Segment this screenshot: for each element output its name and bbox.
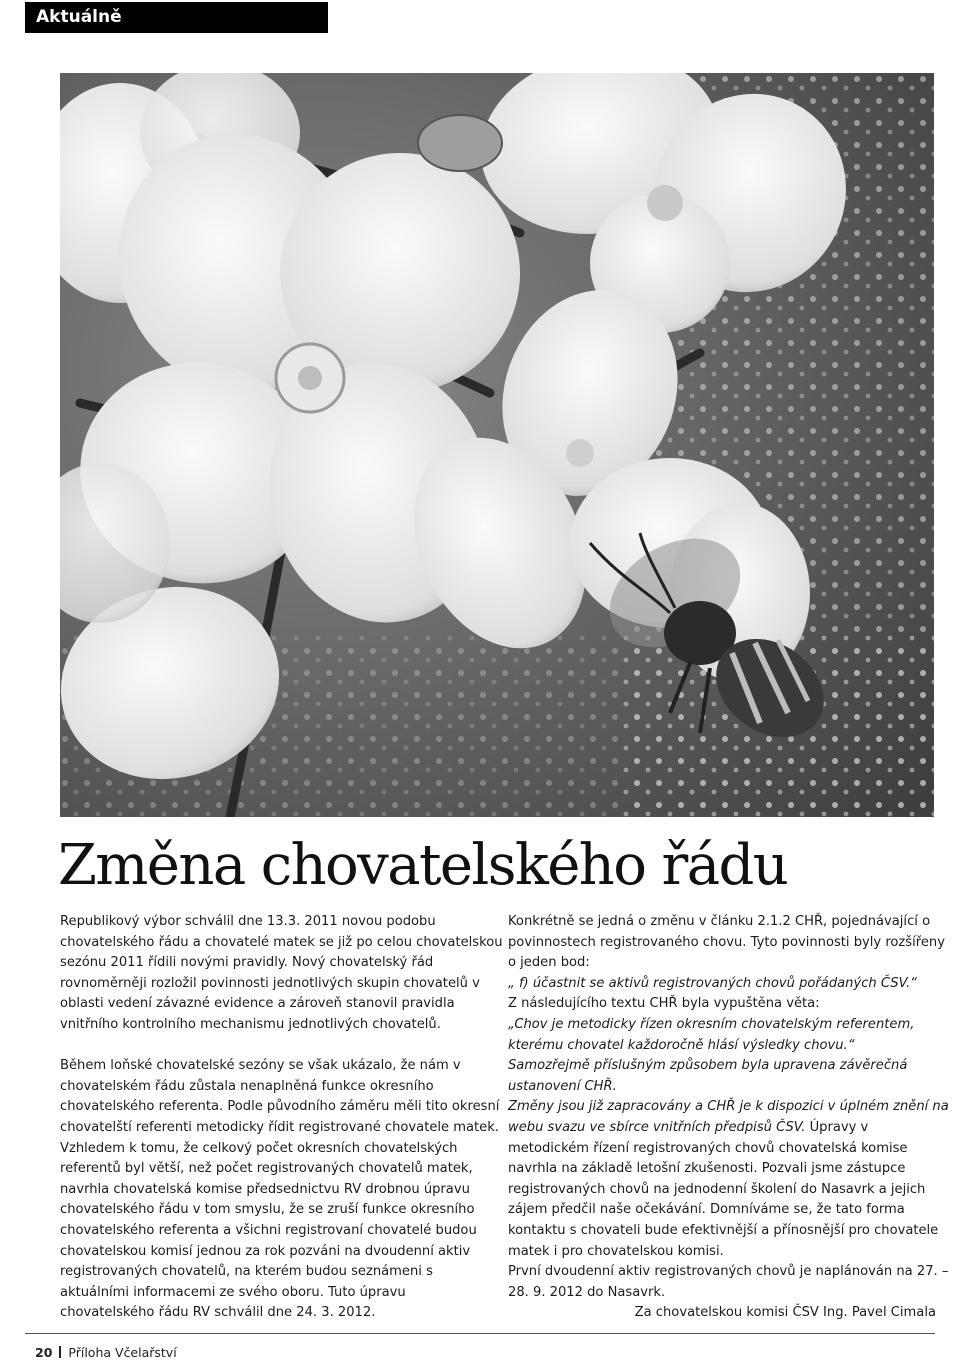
paragraph: První dvoudenní aktiv registrovaných chovů je naplánován na 27. – 28. 9. 2012 do Nasavrk. — [508, 1264, 949, 1300]
paragraph: Republikový výbor schválil dne 13.3. 2011 novou podobu chovatelského řádu a chovatelé matek se již po celou chovatelskou sezónu 2011 řídili novými pravidly. Nový chovatelský řád rovnoměrněji rozložil povinnosti jednotlivých skupin chovatelů v oblasti vedení závazné evidence a zároveň stanovil pravidla vnitřního kontrolního mechanismu jednotlivých chovatelů. — [60, 914, 503, 1032]
quote: „ f) účastnit se aktivů registrovaných chovů pořádaných ČSV.“ — [508, 975, 917, 991]
quote: „Chov je metodicky řízen okresním chovatelským referentem, kterému chovatel každoročně hlásí výsledky chovu.“ — [508, 1016, 915, 1053]
page-number: 20 — [35, 1345, 53, 1360]
plain-text: Úpravy v metodickém řízení registrovaných chovů chovatelská komise navrhla na základě letošní zkušenosti. Pozvali jsme zástupce registrovaných chovů na jednodenní školení do Nasavrk a jejich zájem předčil naše očekávání. Domníváme se, že tato forma kontaktu s chovateli bude efektivnější a přínosnější pro chovatele matek i pro chovatelskou komisi. — [508, 1119, 939, 1259]
footer-divider — [25, 1333, 935, 1334]
footer-separator — [59, 1346, 61, 1358]
paragraph — [508, 1097, 950, 1262]
signature: Za chovatelskou komisi ČSV Ing. Pavel Cimala — [634, 1305, 936, 1321]
photo-rapeseed-flowers-bee — [60, 73, 934, 817]
paragraph: Samozřejmě příslušným způsobem byla upravena závěrečná ustanovení CHŘ. — [508, 1058, 908, 1094]
paragraph: Z následujícího textu CHŘ byla vypuštěna věta: — [508, 996, 820, 1012]
paragraph: Během loňské chovatelské sezóny se však ukázalo, že nám v chovatelském řádu zůstala nenaplněná funkce okresního chovatelského referenta. Podle původního záměru měli tito okresní chovatelští referenti metodicky řídit registrované chovatele matek. Vzhledem k tomu, že celkový počet okresních chovatelských referentů byl větší, než počet registrovaných chovatelů matek, navrhla chovatelská komise předsednictvu RV drobnou úpravu chovatelského řádu v tom smyslu, že se zruší funkce okresního chovatelského referenta a všichni registrovaní chovatelé budou chovatelskou komisí jednou za rok pozváni na dvoudenní aktiv registrovaných chovatelů, na kterém budou seznámeni s aktuálními informacemi ze svého oboru. Tuto úpravu chovatelského řádu RV schválil dne 24. 3. 2012. — [60, 1058, 500, 1321]
article-title: Změna chovatelského řádu — [58, 833, 788, 898]
paragraph: Konkrétně se jedná o změnu v článku 2.1.2 CHŘ, pojednávající o povinnostech registrovaného chovu. Tyto povinnosti byly rozšířeny o jeden bod: — [508, 914, 945, 971]
italic-text: Změny jsou již zapracovány a CHŘ je k dispozici v úplném znění na webu svazu ve sbírce vnitřních předpisů ČSV. — [508, 1099, 949, 1135]
footer — [35, 1344, 177, 1362]
article-column-left — [60, 912, 504, 1324]
section-label: Aktuálně — [25, 2, 328, 33]
article-column-right — [508, 912, 950, 1324]
publication-name: Příloha Včelařství — [68, 1345, 177, 1360]
